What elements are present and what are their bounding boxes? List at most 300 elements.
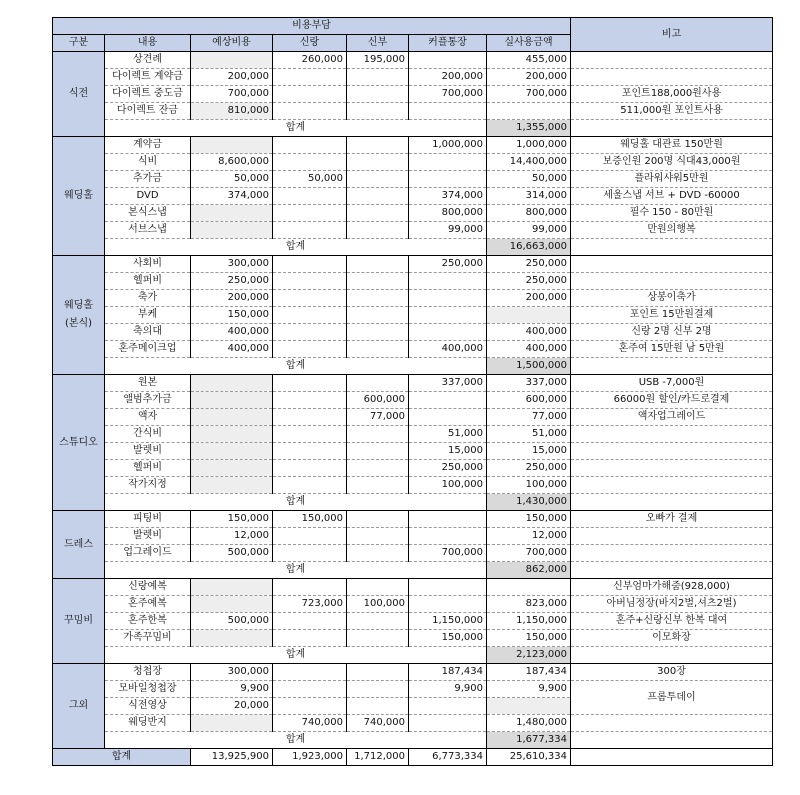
table-row	[53, 103, 773, 120]
remark: 액자업그레이드	[571, 409, 773, 426]
bride-share	[347, 630, 409, 647]
couple-account: 15,000	[409, 443, 487, 460]
subtotal-label: 합계	[105, 562, 487, 579]
category-cell: 드레스	[53, 511, 105, 579]
item-name: 다이렉트 잔금	[105, 103, 191, 120]
couple-account	[409, 511, 487, 528]
table-row	[53, 511, 773, 528]
subtotal-label: 합계	[105, 358, 487, 375]
expected-cost	[191, 460, 273, 477]
item-name: 가족꾸밈비	[105, 630, 191, 647]
table-row	[53, 375, 773, 392]
table-row	[53, 409, 773, 426]
table-row	[53, 613, 773, 630]
remark: 신랑 2명 신부 2명	[571, 324, 773, 341]
groom-share	[273, 137, 347, 154]
couple-account: 337,000	[409, 375, 487, 392]
category-cell: 웨딩홀 (본식)	[53, 256, 105, 375]
bride-share	[347, 443, 409, 460]
actual-amount: 250,000	[487, 460, 571, 477]
expected-cost: 200,000	[191, 69, 273, 86]
expected-cost: 300,000	[191, 256, 273, 273]
actual-amount: 9,900	[487, 681, 571, 698]
remark	[571, 528, 773, 545]
grand-total-bride: 1,712,000	[347, 749, 409, 766]
expected-cost: 400,000	[191, 324, 273, 341]
actual-amount	[487, 698, 571, 715]
budget-sheet	[52, 17, 773, 766]
groom-share	[273, 69, 347, 86]
couple-account	[409, 579, 487, 596]
col-header-item: 내용	[105, 35, 191, 52]
remark: 아버님정장(바지2벌,셔츠2벌)	[571, 596, 773, 613]
table-row	[53, 596, 773, 613]
remark: 포인트188,000원사용	[571, 86, 773, 103]
col-header-category: 구분	[53, 35, 105, 52]
item-name: 계약금	[105, 137, 191, 154]
grand-total-row	[53, 749, 773, 766]
remark: 신부엄마가해줌(928,000)	[571, 579, 773, 596]
couple-account: 187,434	[409, 664, 487, 681]
remark: 포인트 15만원결제	[571, 307, 773, 324]
table-row	[53, 307, 773, 324]
couple-account: 700,000	[409, 545, 487, 562]
grand-total-couple: 6,773,334	[409, 749, 487, 766]
item-name: 액자	[105, 409, 191, 426]
expected-cost	[191, 715, 273, 732]
subtotal-amount: 862,000	[487, 562, 571, 579]
actual-amount: 50,000	[487, 171, 571, 188]
actual-amount	[487, 307, 571, 324]
actual-amount: 200,000	[487, 69, 571, 86]
bride-share	[347, 86, 409, 103]
expected-cost: 20,000	[191, 698, 273, 715]
subtotal-amount: 1,355,000	[487, 120, 571, 137]
couple-account	[409, 409, 487, 426]
subtotal-row	[53, 120, 773, 137]
expected-cost: 400,000	[191, 341, 273, 358]
subtotal-remark	[571, 562, 773, 579]
remark: 세울스냅 서브 + DVD -60000	[571, 188, 773, 205]
couple-account	[409, 290, 487, 307]
expected-cost: 150,000	[191, 307, 273, 324]
table-row	[53, 69, 773, 86]
item-name: DVD	[105, 188, 191, 205]
subtotal-label: 합계	[105, 494, 487, 511]
actual-amount: 150,000	[487, 630, 571, 647]
remark: USB -7,000원	[571, 375, 773, 392]
cost-share-group-header: 비용부담	[53, 18, 571, 35]
bride-share: 195,000	[347, 52, 409, 69]
expected-cost	[191, 205, 273, 222]
table-row	[53, 392, 773, 409]
table-row	[53, 273, 773, 290]
groom-share: 740,000	[273, 715, 347, 732]
bride-share	[347, 205, 409, 222]
bride-share	[347, 222, 409, 239]
item-name: 축의대	[105, 324, 191, 341]
table-row	[53, 324, 773, 341]
table-row	[53, 460, 773, 477]
bride-share	[347, 103, 409, 120]
expected-cost: 150,000	[191, 511, 273, 528]
bride-share: 77,000	[347, 409, 409, 426]
table-row	[53, 188, 773, 205]
item-name: 서브스냅	[105, 222, 191, 239]
actual-amount: 51,000	[487, 426, 571, 443]
actual-amount: 400,000	[487, 324, 571, 341]
item-name: 원본	[105, 375, 191, 392]
table-row	[53, 137, 773, 154]
expected-cost: 300,000	[191, 664, 273, 681]
groom-share	[273, 154, 347, 171]
bride-share	[347, 698, 409, 715]
couple-account: 700,000	[409, 86, 487, 103]
actual-amount: 1,480,000	[487, 715, 571, 732]
couple-account	[409, 528, 487, 545]
couple-account	[409, 715, 487, 732]
subtotal-row	[53, 647, 773, 664]
couple-account: 200,000	[409, 69, 487, 86]
subtotal-amount: 16,663,000	[487, 239, 571, 256]
groom-share: 150,000	[273, 511, 347, 528]
actual-amount: 823,000	[487, 596, 571, 613]
bride-share	[347, 528, 409, 545]
item-name: 식전영상	[105, 698, 191, 715]
table-row	[53, 154, 773, 171]
subtotal-remark	[571, 647, 773, 664]
table-row	[53, 341, 773, 358]
expected-cost: 500,000	[191, 613, 273, 630]
actual-amount: 250,000	[487, 256, 571, 273]
table-row	[53, 171, 773, 188]
groom-share	[273, 630, 347, 647]
item-name: 웨딩반지	[105, 715, 191, 732]
bride-share	[347, 426, 409, 443]
subtotal-row	[53, 732, 773, 749]
couple-account: 400,000	[409, 341, 487, 358]
couple-account	[409, 273, 487, 290]
actual-amount: 150,000	[487, 511, 571, 528]
groom-share	[273, 273, 347, 290]
actual-amount: 14,400,000	[487, 154, 571, 171]
actual-amount: 187,434	[487, 664, 571, 681]
remark: 66000원 할인/카드로결제	[571, 392, 773, 409]
bride-share	[347, 664, 409, 681]
subtotal-amount: 2,123,000	[487, 647, 571, 664]
remark: 플라워샤워5만원	[571, 171, 773, 188]
grand-total-remark	[571, 749, 773, 766]
groom-share	[273, 307, 347, 324]
expected-cost: 50,000	[191, 171, 273, 188]
expected-cost	[191, 375, 273, 392]
remark: 혼주여 15만원 남 5만원	[571, 341, 773, 358]
expected-cost: 810,000	[191, 103, 273, 120]
expected-cost: 12,000	[191, 528, 273, 545]
couple-account: 374,000	[409, 188, 487, 205]
bride-share	[347, 681, 409, 698]
remarks-header: 비고	[571, 18, 773, 52]
actual-amount	[487, 103, 571, 120]
table-row	[53, 681, 773, 698]
grand-total-expected: 13,925,900	[191, 749, 273, 766]
actual-amount: 700,000	[487, 545, 571, 562]
couple-account: 1,150,000	[409, 613, 487, 630]
remark: 보증인원 200명 식대43,000원	[571, 154, 773, 171]
table-row	[53, 579, 773, 596]
col-header-couple: 커플통장	[409, 35, 487, 52]
bride-share	[347, 341, 409, 358]
couple-account	[409, 698, 487, 715]
item-name: 작가지정	[105, 477, 191, 494]
header-row-1	[53, 18, 773, 35]
col-header-groom: 신랑	[273, 35, 347, 52]
couple-account: 250,000	[409, 256, 487, 273]
bride-share	[347, 188, 409, 205]
actual-amount: 1,150,000	[487, 613, 571, 630]
table-row	[53, 426, 773, 443]
subtotal-remark	[571, 358, 773, 375]
couple-account: 250,000	[409, 460, 487, 477]
bride-share	[347, 256, 409, 273]
item-name: 청첩장	[105, 664, 191, 681]
couple-account: 800,000	[409, 205, 487, 222]
table-row	[53, 52, 773, 69]
table-row	[53, 86, 773, 103]
groom-share	[273, 341, 347, 358]
expected-cost	[191, 596, 273, 613]
bride-share	[347, 273, 409, 290]
groom-share: 260,000	[273, 52, 347, 69]
groom-share	[273, 392, 347, 409]
table-row	[53, 290, 773, 307]
subtotal-label: 합계	[105, 239, 487, 256]
col-header-actual: 실사용금액	[487, 35, 571, 52]
item-name: 모바일청첩장	[105, 681, 191, 698]
subtotal-row	[53, 562, 773, 579]
actual-amount: 600,000	[487, 392, 571, 409]
remark: 상봉이축가	[571, 290, 773, 307]
actual-amount: 400,000	[487, 341, 571, 358]
remark	[571, 477, 773, 494]
remark: 이모화장	[571, 630, 773, 647]
groom-share	[273, 324, 347, 341]
item-name: 피팅비	[105, 511, 191, 528]
table-row	[53, 664, 773, 681]
bride-share: 740,000	[347, 715, 409, 732]
groom-share	[273, 477, 347, 494]
table-row	[53, 256, 773, 273]
remark	[571, 256, 773, 273]
category-cell: 꾸밈비	[53, 579, 105, 664]
item-name: 발렛비	[105, 443, 191, 460]
actual-amount: 200,000	[487, 290, 571, 307]
item-name: 본식스냅	[105, 205, 191, 222]
remark: 만원의행복	[571, 222, 773, 239]
remark	[571, 443, 773, 460]
bride-share	[347, 137, 409, 154]
remark: 혼주+신랑신부 한복 대여	[571, 613, 773, 630]
bride-share: 100,000	[347, 596, 409, 613]
item-name: 혼주메이크업	[105, 341, 191, 358]
bride-share	[347, 511, 409, 528]
subtotal-label: 합계	[105, 647, 487, 664]
groom-share	[273, 375, 347, 392]
bride-share	[347, 545, 409, 562]
subtotal-row	[53, 494, 773, 511]
table-row	[53, 715, 773, 732]
item-name: 헬퍼비	[105, 460, 191, 477]
category-cell: 웨딩홀	[53, 137, 105, 256]
groom-share	[273, 426, 347, 443]
groom-share	[273, 579, 347, 596]
actual-amount: 1,000,000	[487, 137, 571, 154]
expected-cost: 500,000	[191, 545, 273, 562]
item-name: 식비	[105, 154, 191, 171]
grand-total-groom: 1,923,000	[273, 749, 347, 766]
bride-share	[347, 460, 409, 477]
bride-share	[347, 375, 409, 392]
expected-cost: 700,000	[191, 86, 273, 103]
bride-share	[347, 290, 409, 307]
couple-account: 99,000	[409, 222, 487, 239]
grand-total-label: 합계	[53, 749, 191, 766]
remark	[571, 69, 773, 86]
actual-amount: 455,000	[487, 52, 571, 69]
couple-account	[409, 154, 487, 171]
expected-cost	[191, 630, 273, 647]
groom-share	[273, 188, 347, 205]
groom-share: 50,000	[273, 171, 347, 188]
groom-share	[273, 205, 347, 222]
item-name: 축가	[105, 290, 191, 307]
table-row	[53, 205, 773, 222]
subtotal-remark	[571, 732, 773, 749]
remark	[571, 715, 773, 732]
remark: 프롬투데이	[571, 681, 773, 715]
subtotal-remark	[571, 494, 773, 511]
remark	[571, 426, 773, 443]
remark: 웨딩홀 대관료 150만원	[571, 137, 773, 154]
subtotal-amount: 1,677,334	[487, 732, 571, 749]
expected-cost	[191, 409, 273, 426]
expected-cost	[191, 392, 273, 409]
subtotal-amount: 1,430,000	[487, 494, 571, 511]
remark: 511,000원 포인트사용	[571, 103, 773, 120]
couple-account: 150,000	[409, 630, 487, 647]
col-header-bride: 신부	[347, 35, 409, 52]
table-row	[53, 222, 773, 239]
subtotal-row	[53, 358, 773, 375]
bride-share	[347, 324, 409, 341]
actual-amount: 12,000	[487, 528, 571, 545]
groom-share	[273, 103, 347, 120]
category-cell: 식전	[53, 52, 105, 137]
expected-cost: 250,000	[191, 273, 273, 290]
couple-account: 100,000	[409, 477, 487, 494]
bride-share	[347, 579, 409, 596]
groom-share	[273, 528, 347, 545]
expected-cost	[191, 426, 273, 443]
item-name: 다이렉트 중도금	[105, 86, 191, 103]
table-row	[53, 528, 773, 545]
bride-share	[347, 69, 409, 86]
item-name: 추가금	[105, 171, 191, 188]
expected-cost	[191, 137, 273, 154]
item-name: 신랑예복	[105, 579, 191, 596]
actual-amount: 800,000	[487, 205, 571, 222]
expected-cost	[191, 52, 273, 69]
couple-account	[409, 171, 487, 188]
groom-share	[273, 681, 347, 698]
item-name: 발렛비	[105, 528, 191, 545]
category-cell: 스튜디오	[53, 375, 105, 511]
remark: 오빠가 결제	[571, 511, 773, 528]
actual-amount: 700,000	[487, 86, 571, 103]
item-name: 업그레이드	[105, 545, 191, 562]
actual-amount: 337,000	[487, 375, 571, 392]
groom-share	[273, 460, 347, 477]
actual-amount: 77,000	[487, 409, 571, 426]
groom-share	[273, 86, 347, 103]
item-name: 간식비	[105, 426, 191, 443]
subtotal-remark	[571, 120, 773, 137]
groom-share	[273, 545, 347, 562]
bride-share	[347, 307, 409, 324]
item-name: 혼주한복	[105, 613, 191, 630]
table-row	[53, 630, 773, 647]
expected-cost: 200,000	[191, 290, 273, 307]
bride-share	[347, 477, 409, 494]
item-name: 상견례	[105, 52, 191, 69]
item-name: 사회비	[105, 256, 191, 273]
actual-amount: 15,000	[487, 443, 571, 460]
table-row	[53, 545, 773, 562]
remark	[571, 460, 773, 477]
groom-share	[273, 290, 347, 307]
bride-share: 600,000	[347, 392, 409, 409]
item-name: 혼주예복	[105, 596, 191, 613]
expected-cost	[191, 443, 273, 460]
couple-account: 51,000	[409, 426, 487, 443]
groom-share	[273, 613, 347, 630]
actual-amount: 250,000	[487, 273, 571, 290]
expected-cost	[191, 477, 273, 494]
groom-share	[273, 222, 347, 239]
col-header-expected: 예상비용	[191, 35, 273, 52]
grand-total-actual: 25,610,334	[487, 749, 571, 766]
groom-share	[273, 256, 347, 273]
groom-share	[273, 443, 347, 460]
bride-share	[347, 171, 409, 188]
subtotal-remark	[571, 239, 773, 256]
subtotal-label: 합계	[105, 732, 487, 749]
item-name: 부케	[105, 307, 191, 324]
actual-amount: 99,000	[487, 222, 571, 239]
couple-account	[409, 52, 487, 69]
bride-share	[347, 154, 409, 171]
couple-account: 1,000,000	[409, 137, 487, 154]
actual-amount	[487, 579, 571, 596]
groom-share: 723,000	[273, 596, 347, 613]
item-name: 앨범추가금	[105, 392, 191, 409]
subtotal-label: 합계	[105, 120, 487, 137]
remark: 필수 150 - 80만원	[571, 205, 773, 222]
remark: 300장	[571, 664, 773, 681]
wedding-budget-table	[52, 17, 773, 766]
couple-account	[409, 596, 487, 613]
table-row	[53, 477, 773, 494]
